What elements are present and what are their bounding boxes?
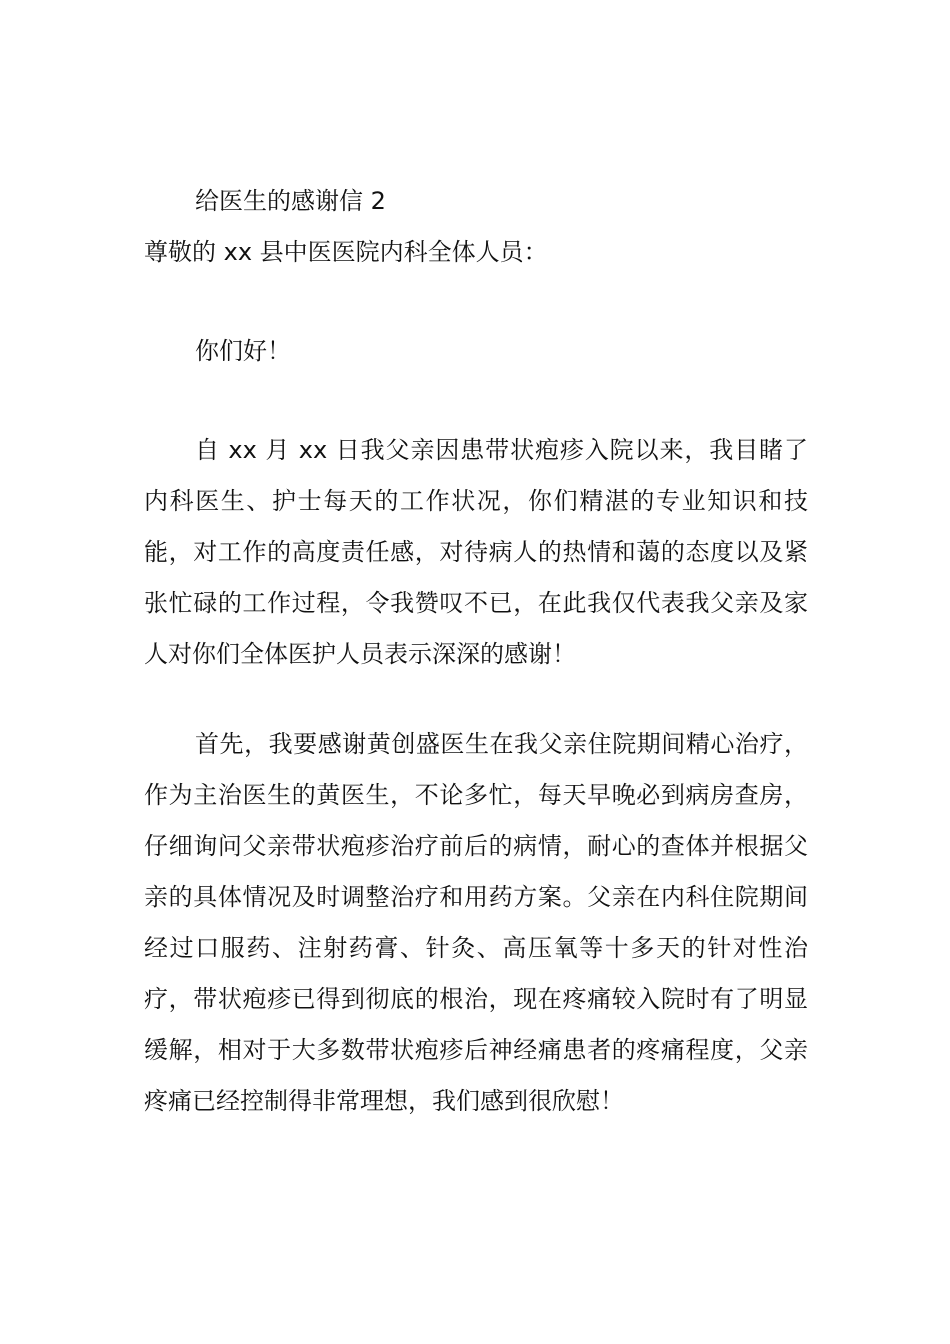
letter-greeting: 你们好！ xyxy=(195,337,291,365)
body-paragraph: 首先，我要感谢黄创盛医生在我父亲住院期间精心治疗，作为主治医生的黄医生，不论多忙，每天早晚必到病房查房，仔细询问父亲带状疱疹治疗前后的病情，耐心的查体并根据父亲的具体情况及时调整治疗和用药方案。父亲在内科住院期间经过口服药、注射药膏、针灸、高压氧等十多天的针对性治疗，带状疱疹已得到彻底的根治，现在疼痛较入院时有了明显缓解，相对于大多数带状疱疹后神经痛患者的疼痛程度，父亲疼痛已经控制得非常理想，我们感到很欣慰！ xyxy=(144,730,808,1115)
letter-title: 给医生的感谢信 2 xyxy=(195,187,386,215)
letter-salutation: 尊敬的 xx 县中医医院内科全体人员： xyxy=(144,238,548,266)
body-paragraph: 自 xx 月 xx 日我父亲因患带状疱疹入院以来，我目睹了内科医生、护士每天的工作状况，你们精湛的专业知识和技能，对工作的高度责任感，对待病人的热情和蔼的态度以及紧张忙碌的工作过程，令我赞叹不已，在此我仅代表我父亲及家人对你们全体医护人员表示深深的感谢！ xyxy=(144,436,808,668)
